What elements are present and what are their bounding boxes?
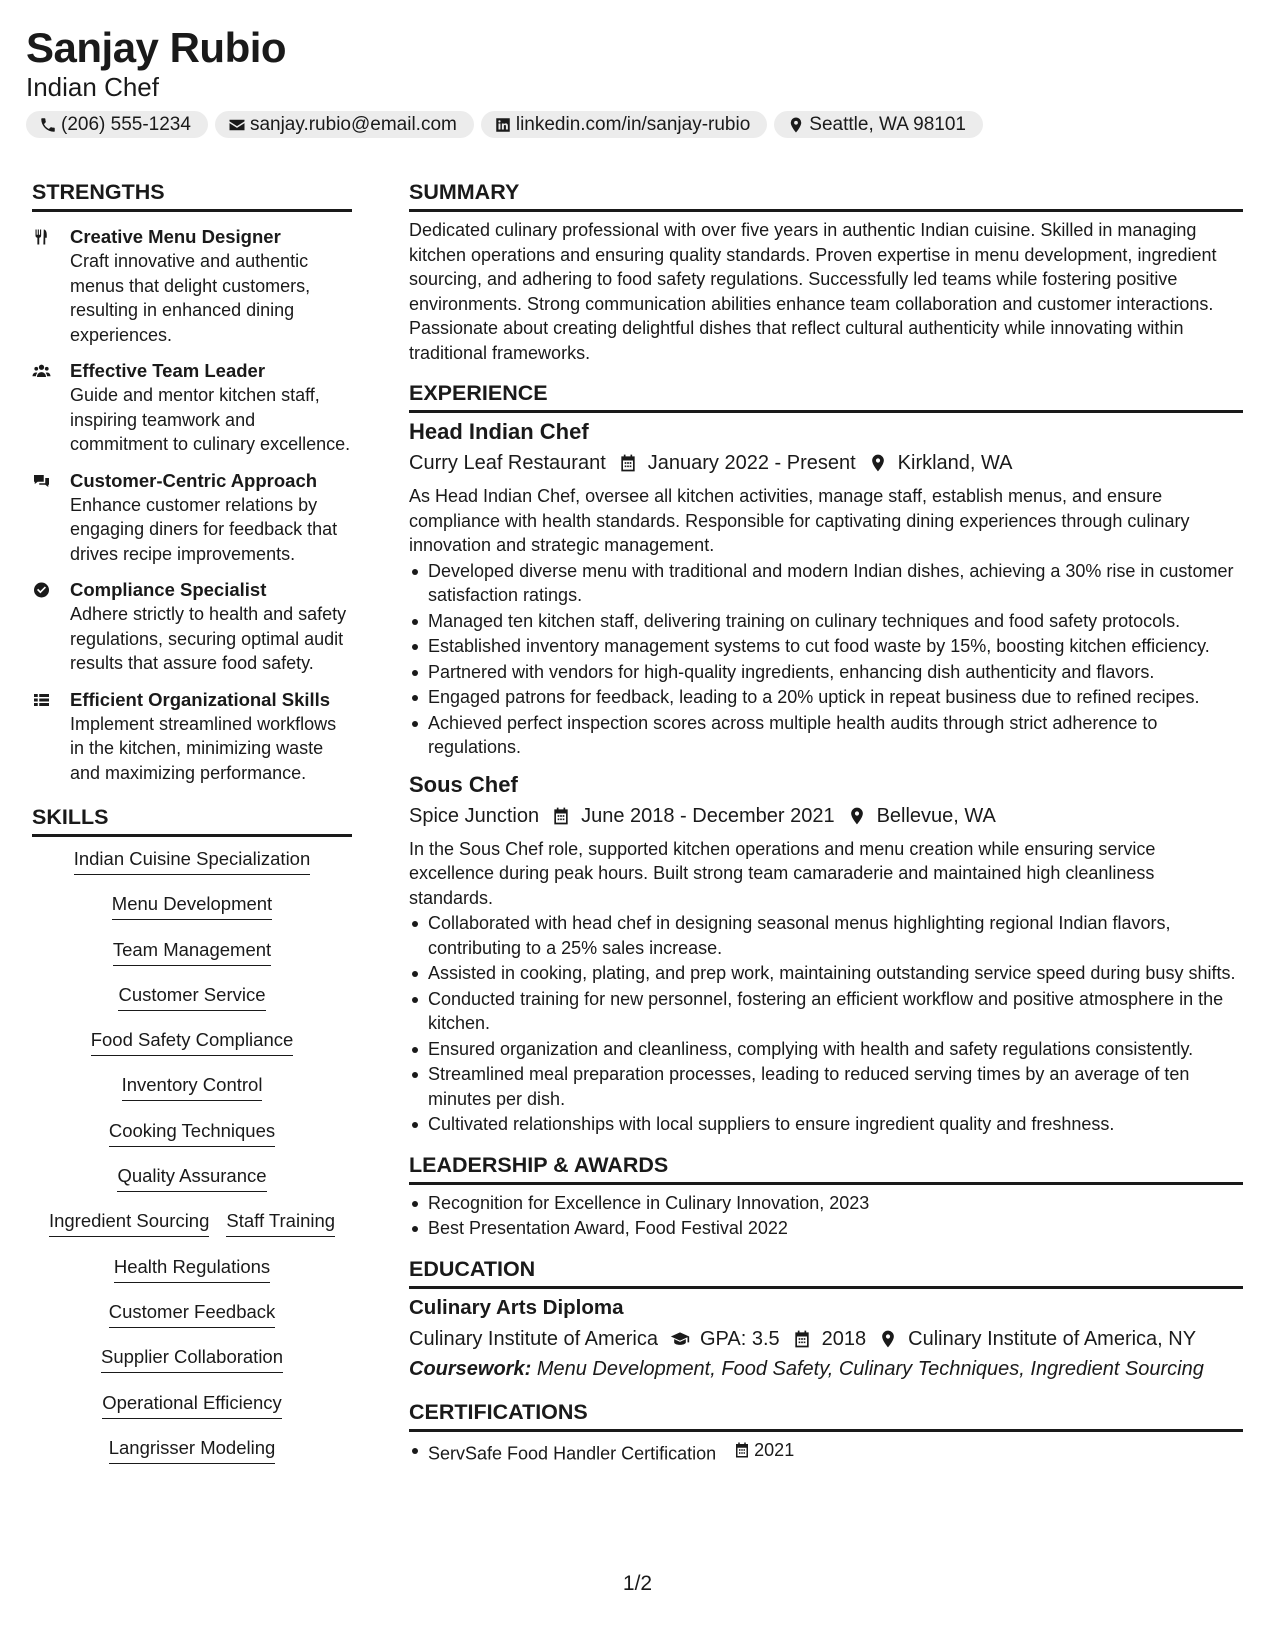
job-bullet: Cultivated relationships with local suppliers to ensure ingredient quality and freshness.: [409, 1112, 1243, 1137]
map-pin-icon: [847, 806, 867, 826]
strengths-list: [32, 224, 352, 785]
email-text: sanjay.rubio@email.com: [249, 113, 457, 135]
calendar-icon: [618, 453, 638, 473]
summary-heading: SUMMARY: [409, 178, 1243, 212]
strengths-heading: STRENGTHS: [32, 178, 352, 212]
strength-title: Efficient Organizational Skills: [70, 688, 331, 710]
contact-email[interactable]: [215, 111, 474, 138]
skills-list: [32, 847, 352, 1481]
comments-icon: [32, 472, 51, 490]
calendar-icon: [792, 1329, 812, 1349]
school-name: Culinary Institute of America: [409, 1327, 658, 1350]
job-bullet: Collaborated with head chef in designing seasonal menus highlighting regional Indian flavors, contributing to a 25% sales increase.: [409, 911, 1243, 960]
resume-header: [26, 22, 1246, 138]
job-meta: [409, 448, 1243, 478]
certification-item: [409, 1438, 1243, 1466]
job-dates: January 2022 - Present: [647, 452, 856, 474]
job-company: Curry Leaf Restaurant: [409, 452, 606, 474]
utensils-icon: [32, 228, 51, 246]
skill-tag: Menu Development: [112, 892, 272, 920]
education-entry: [409, 1293, 1243, 1384]
job-bullet: Developed diverse menu with traditional and modern Indian dishes, achieving a 30% rise in customer satisfaction ratings.: [409, 559, 1243, 608]
award-item: Best Presentation Award, Food Festival 2022: [409, 1216, 1243, 1241]
award-item: Recognition for Excellence in Culinary Innovation, 2023: [409, 1191, 1243, 1216]
job-bullets: [409, 559, 1243, 760]
school-location: Culinary Institute of America, NY: [908, 1327, 1197, 1350]
linkedin-text: linkedin.com/in/sanjay-rubio: [515, 113, 751, 135]
job-entry: [409, 770, 1243, 1137]
job-bullet: Ensured organization and cleanliness, complying with health and safety regulations consistently.: [409, 1037, 1243, 1062]
check-circle-icon: [32, 581, 51, 599]
coursework-label: Coursework:: [409, 1357, 532, 1380]
skill-tag: Health Regulations: [114, 1255, 270, 1283]
job-bullet: Assisted in cooking, plating, and prep work, maintaining outstanding service speed during busy shifts.: [409, 961, 1243, 986]
job-bullet: Engaged patrons for feedback, leading to a 20% uptick in repeat business due to refined recipes.: [409, 685, 1243, 710]
coursework: [409, 1354, 1243, 1384]
contact-phone[interactable]: [26, 111, 208, 138]
strength-desc: Craft innovative and authentic menus that delight customers, resulting in enhanced dining experiences.: [70, 251, 311, 345]
contact-linkedin[interactable]: [481, 111, 767, 138]
job-meta: [409, 801, 1243, 831]
page-number: 1/2: [622, 1572, 653, 1595]
candidate-role: Indian Chef: [26, 72, 159, 102]
strength-item: [32, 577, 352, 676]
skills-heading: SKILLS: [32, 803, 352, 837]
certification-year: 2021: [754, 1439, 795, 1460]
job-bullet: Established inventory management systems to cut food waste by 15%, boosting kitchen efficiency.: [409, 634, 1243, 659]
strength-item: [32, 224, 352, 347]
map-pin-icon: [878, 1329, 898, 1349]
skill-tag: Staff Training: [226, 1209, 335, 1237]
strength-item: [32, 687, 352, 786]
job-bullets: [409, 911, 1243, 1137]
gpa: GPA: 3.5: [700, 1327, 780, 1350]
candidate-name: Sanjay Rubio: [26, 24, 287, 71]
list-icon: [32, 691, 51, 709]
job-entry: [409, 417, 1243, 760]
phone-text: (206) 555-1234: [61, 113, 191, 135]
job-company: Spice Junction: [409, 804, 540, 827]
skill-tag: Quality Assurance: [117, 1164, 266, 1192]
linkedin-icon: [494, 116, 512, 134]
skill-tag: Inventory Control: [122, 1073, 263, 1101]
left-column: [32, 178, 352, 1481]
coursework-list: Menu Development, Food Safety, Culinary Techniques, Ingredient Sourcing: [536, 1357, 1204, 1380]
contact-location: [774, 111, 983, 138]
skill-tag: Cooking Techniques: [109, 1119, 275, 1147]
skill-tag: Customer Feedback: [109, 1300, 276, 1328]
calendar-icon: [551, 806, 571, 826]
skill-tag: Langrisser Modeling: [109, 1436, 276, 1464]
strength-item: [32, 468, 352, 567]
job-location: Kirkland, WA: [897, 452, 1013, 474]
leadership-heading: LEADERSHIP & AWARDS: [409, 1151, 1243, 1185]
strength-title: Effective Team Leader: [70, 360, 266, 381]
strength-desc: Adhere strictly to health and safety regulations, securing optimal audit results that assure food safety.: [70, 604, 347, 673]
certifications-list: [409, 1438, 1243, 1466]
job-bullet: Streamlined meal preparation processes, leading to reduced serving times by an average of ten minutes per dish.: [409, 1062, 1243, 1111]
job-bullet: Partnered with vendors for high-quality ingredients, enhancing dish authenticity and flavors.: [409, 660, 1243, 685]
skill-tag: Ingredient Sourcing: [49, 1209, 209, 1237]
skill-tag: Supplier Collaboration: [101, 1345, 283, 1373]
strength-title: Creative Menu Designer: [70, 226, 281, 247]
map-pin-icon: [868, 453, 888, 473]
experience-heading: EXPERIENCE: [409, 379, 1243, 413]
calendar-icon: [733, 1441, 751, 1459]
right-column: [409, 178, 1243, 1465]
summary-text: Dedicated culinary professional with over five years in authentic Indian cuisine. Skilled in managing kitchen operations and ensuring quality standards. Proven expertise in menu development, ingredient sourcing, and adhering to food safety regulations. Successfully led teams while fostering positive environments. Strong communication abilities enhance team collaboration and customer interactions. Passionate about creating delightful dishes that reflect cultural authenticity while innovating within traditional frameworks.: [409, 220, 1217, 363]
education-heading: EDUCATION: [409, 1255, 1243, 1289]
job-location: Bellevue, WA: [876, 804, 996, 827]
strength-title: Compliance Specialist: [70, 579, 267, 600]
location-text: Seattle, WA 98101: [809, 113, 966, 135]
leadership-list: [409, 1191, 1243, 1241]
education-meta: [409, 1324, 1243, 1354]
strength-title: Customer-Centric Approach: [70, 469, 318, 491]
job-bullet: Conducted training for new personnel, fostering an efficient workflow and positive atmosphere in the kitchen.: [409, 987, 1243, 1036]
map-pin-icon: [787, 116, 805, 134]
contact-bar: [26, 111, 1246, 138]
skill-tag: Operational Efficiency: [102, 1391, 282, 1419]
envelope-icon: [228, 116, 246, 134]
job-title: Sous Chef: [409, 771, 518, 797]
job-bullet: Managed ten kitchen staff, delivering training on culinary techniques and food safety protocols.: [409, 609, 1243, 634]
strength-desc: Enhance customer relations by engaging diners for feedback that drives recipe improvements.: [70, 494, 338, 564]
users-icon: [32, 362, 51, 380]
job-bullet: Achieved perfect inspection scores across multiple health audits through strict adherence to regulations.: [409, 711, 1243, 760]
job-title: Head Indian Chef: [409, 419, 589, 444]
strength-desc: Implement streamlined workflows in the kitchen, minimizing waste and maximizing performance.: [70, 713, 337, 783]
job-dates: June 2018 - December 2021: [581, 804, 835, 827]
certifications-heading: CERTIFICATIONS: [409, 1398, 1243, 1432]
degree-title: Culinary Arts Diploma: [409, 1295, 624, 1319]
grad-year: 2018: [821, 1327, 867, 1350]
skill-tag: Customer Service: [118, 983, 265, 1011]
job-desc: As Head Indian Chef, oversee all kitchen activities, manage staff, establish menus, and ensure compliance with health standards. Responsible for captivating dining experiences through culinary innovation and strategic management.: [409, 486, 1190, 555]
strength-desc: Guide and mentor kitchen staff, inspiring teamwork and commitment to culinary excellence.: [70, 385, 351, 454]
certification-name: ServSafe Food Handler Certification: [428, 1442, 717, 1463]
skill-tag: Indian Cuisine Specialization: [74, 847, 311, 875]
phone-icon: [39, 116, 57, 134]
job-desc: In the Sous Chef role, supported kitchen operations and menu creation while ensuring service excellence during peak hours. Built strong team camaraderie and maintained high cleanliness standards.: [409, 838, 1156, 908]
skill-tag: Team Management: [113, 938, 271, 966]
graduation-cap-icon: [670, 1329, 690, 1349]
skill-tag: Food Safety Compliance: [91, 1028, 294, 1056]
strength-item: [32, 358, 352, 457]
